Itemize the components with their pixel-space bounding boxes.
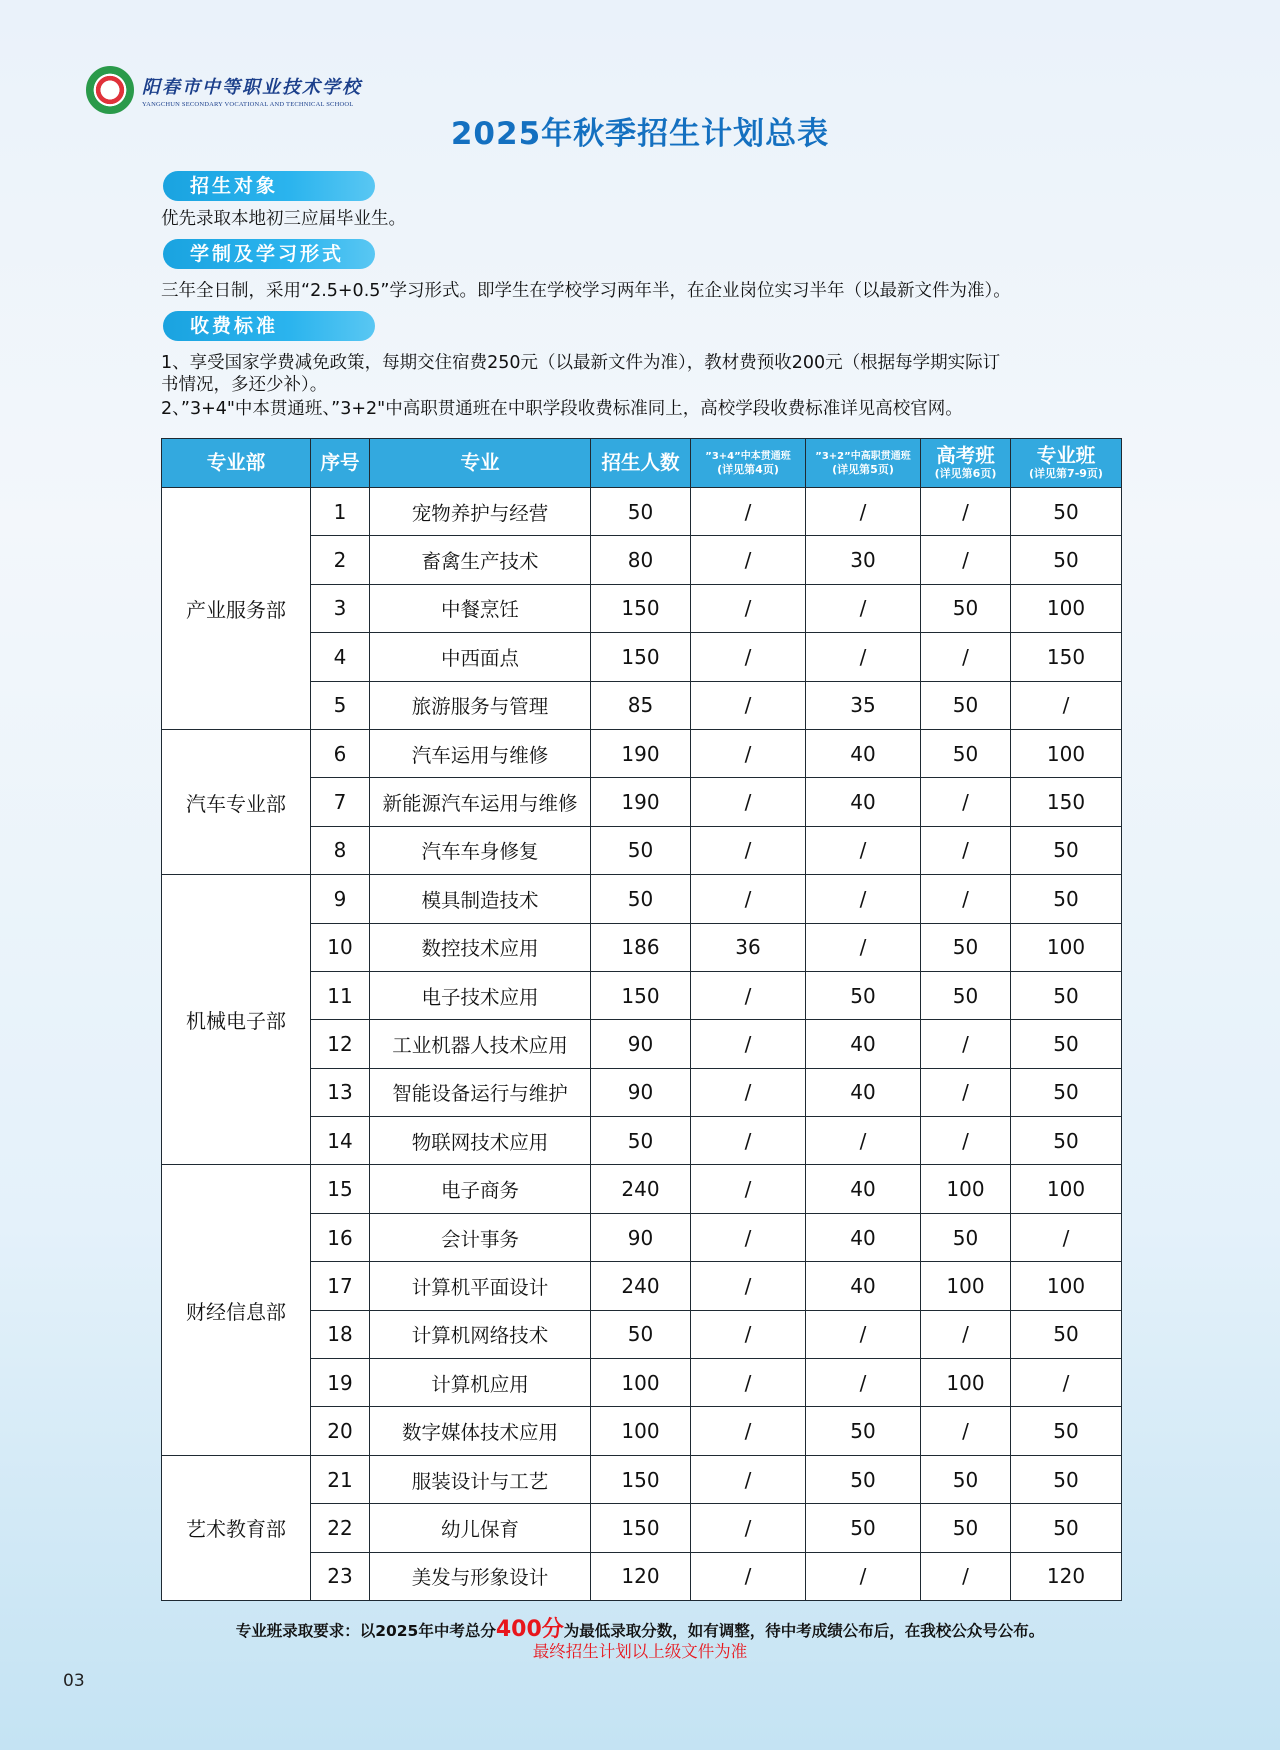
cell-no: 21 <box>311 1455 370 1503</box>
cell-gaokao: / <box>921 1552 1011 1600</box>
enrollment-plan-table <box>161 438 1122 1601</box>
cell-total: 90 <box>591 1020 691 1068</box>
cell-no: 18 <box>311 1310 370 1358</box>
page-title: 2025年秋季招生计划总表 <box>450 116 830 152</box>
cell-special: 50 <box>1011 1117 1122 1165</box>
cell-total: 150 <box>591 1455 691 1503</box>
cell-major: 宠物养护与经营 <box>370 488 591 536</box>
final-note: 最终招生计划以上级文件为准 <box>532 1642 748 1661</box>
cell-c34: / <box>691 584 806 632</box>
cell-gaokao: 50 <box>921 729 1011 777</box>
fees-line-1: 1、享受国家学费减免政策，每期交住宿费250元（以最新文件为准），教材费预收200元（根据每学期实际订 <box>161 353 1001 373</box>
department-cell: 产业服务部 <box>162 488 311 730</box>
cell-special: 100 <box>1011 1165 1122 1213</box>
cell-c34: / <box>691 536 806 584</box>
cell-c32: 50 <box>806 1455 921 1503</box>
cell-special: 50 <box>1011 1310 1122 1358</box>
cell-gaokao: 50 <box>921 1213 1011 1261</box>
cell-c34: / <box>691 1262 806 1310</box>
cell-special: / <box>1011 681 1122 729</box>
cell-total: 240 <box>591 1262 691 1310</box>
cell-major: 计算机平面设计 <box>370 1262 591 1310</box>
cell-gaokao: 50 <box>921 1504 1011 1552</box>
header-total: 招生人数 <box>591 439 691 488</box>
cell-gaokao: / <box>921 1310 1011 1358</box>
fees-line-1b: 书情况，多还少补）。 <box>161 375 328 395</box>
cell-c34: 36 <box>691 923 806 971</box>
cell-gaokao: / <box>921 1068 1011 1116</box>
cell-major: 汽车车身修复 <box>370 826 591 874</box>
cell-special: 50 <box>1011 826 1122 874</box>
cell-major: 美发与形象设计 <box>370 1552 591 1600</box>
section-heading-target: 招生对象 <box>163 171 375 201</box>
cell-major: 数控技术应用 <box>370 923 591 971</box>
cell-total: 190 <box>591 729 691 777</box>
cell-no: 17 <box>311 1262 370 1310</box>
page-number: 03 <box>63 1671 85 1691</box>
cell-gaokao: / <box>921 778 1011 826</box>
cell-total: 120 <box>591 1552 691 1600</box>
cell-no: 1 <box>311 488 370 536</box>
cell-special: 50 <box>1011 971 1122 1019</box>
cell-no: 14 <box>311 1117 370 1165</box>
header-dept: 专业部 <box>162 439 311 488</box>
cell-special: 100 <box>1011 923 1122 971</box>
cell-no: 10 <box>311 923 370 971</box>
cell-no: 12 <box>311 1020 370 1068</box>
cell-no: 13 <box>311 1068 370 1116</box>
cell-total: 90 <box>591 1213 691 1261</box>
table-row <box>162 1455 1122 1503</box>
cell-total: 150 <box>591 633 691 681</box>
cell-gaokao: / <box>921 1407 1011 1455</box>
requirement-prefix: 专业班录取要求：以2025年中考总分 <box>235 1622 496 1640</box>
cell-c34: / <box>691 1552 806 1600</box>
cell-gaokao: / <box>921 1117 1011 1165</box>
table-row <box>162 1165 1122 1213</box>
cell-gaokao: 50 <box>921 584 1011 632</box>
cell-no: 16 <box>311 1213 370 1261</box>
cell-c34: / <box>691 971 806 1019</box>
cell-major: 中西面点 <box>370 633 591 681</box>
cell-major: 幼儿保育 <box>370 1504 591 1552</box>
cell-major: 会计事务 <box>370 1213 591 1261</box>
cell-total: 50 <box>591 826 691 874</box>
cell-c34: / <box>691 1359 806 1407</box>
cell-major: 畜禽生产技术 <box>370 536 591 584</box>
cell-major: 服装设计与工艺 <box>370 1455 591 1503</box>
cell-gaokao: / <box>921 633 1011 681</box>
cell-special: 120 <box>1011 1552 1122 1600</box>
cell-no: 7 <box>311 778 370 826</box>
cell-gaokao: / <box>921 1020 1011 1068</box>
system-text: 三年全日制，采用“2.5+0.5”学习形式。即学生在学校学习两年半，在企业岗位实习半年（以最新文件为准）。 <box>161 281 1011 301</box>
table-row <box>162 875 1122 923</box>
cell-special: 50 <box>1011 536 1122 584</box>
cell-c34: / <box>691 875 806 923</box>
cell-no: 4 <box>311 633 370 681</box>
table-row <box>162 488 1122 536</box>
cell-gaokao: 50 <box>921 971 1011 1019</box>
header-3plus2: ”3+2”中高职贯通班 (详见第5页) <box>806 439 921 488</box>
cell-c34: / <box>691 1213 806 1261</box>
cell-gaokao: / <box>921 826 1011 874</box>
cell-total: 90 <box>591 1068 691 1116</box>
cell-total: 50 <box>591 1117 691 1165</box>
cell-major: 模具制造技术 <box>370 875 591 923</box>
cell-c32: / <box>806 923 921 971</box>
department-cell: 汽车专业部 <box>162 729 311 874</box>
cell-c32: 40 <box>806 1262 921 1310</box>
cell-c32: / <box>806 875 921 923</box>
cell-c32: / <box>806 826 921 874</box>
requirement-suffix: 为最低录取分数，如有调整，待中考成绩公布后，在我校公众号公布。 <box>563 1622 1045 1640</box>
cell-gaokao: 100 <box>921 1165 1011 1213</box>
cell-total: 50 <box>591 1310 691 1358</box>
cell-total: 190 <box>591 778 691 826</box>
cell-special: 100 <box>1011 729 1122 777</box>
cell-c34: / <box>691 826 806 874</box>
target-text: 优先录取本地初三应届毕业生。 <box>161 209 406 229</box>
cell-gaokao: / <box>921 875 1011 923</box>
cell-c34: / <box>691 1165 806 1213</box>
cell-special: 50 <box>1011 1020 1122 1068</box>
cell-c32: / <box>806 1359 921 1407</box>
cell-total: 150 <box>591 1504 691 1552</box>
cell-c32: 40 <box>806 1213 921 1261</box>
cell-c34: / <box>691 1117 806 1165</box>
cell-major: 电子技术应用 <box>370 971 591 1019</box>
cell-special: 50 <box>1011 1407 1122 1455</box>
cell-special: / <box>1011 1213 1122 1261</box>
cell-c32: / <box>806 584 921 632</box>
cell-major: 中餐烹饪 <box>370 584 591 632</box>
cell-total: 50 <box>591 488 691 536</box>
cell-c32: / <box>806 1310 921 1358</box>
cell-no: 6 <box>311 729 370 777</box>
table-header-row <box>162 439 1122 488</box>
school-name-cn: 阳春市中等职业技术学校 <box>142 76 362 98</box>
cell-special: 150 <box>1011 778 1122 826</box>
cell-total: 240 <box>591 1165 691 1213</box>
cell-gaokao: 50 <box>921 1455 1011 1503</box>
school-emblem-icon <box>86 66 134 114</box>
cell-no: 3 <box>311 584 370 632</box>
department-cell: 财经信息部 <box>162 1165 311 1455</box>
cell-special: 50 <box>1011 1455 1122 1503</box>
cell-c32: 40 <box>806 1068 921 1116</box>
section-heading-system: 学制及学习形式 <box>163 239 375 269</box>
cell-c32: 50 <box>806 971 921 1019</box>
table-row <box>162 729 1122 777</box>
cell-special: / <box>1011 1359 1122 1407</box>
cell-major: 计算机网络技术 <box>370 1310 591 1358</box>
school-logo <box>86 66 362 114</box>
cell-no: 20 <box>311 1407 370 1455</box>
cell-major: 电子商务 <box>370 1165 591 1213</box>
cell-c32: 35 <box>806 681 921 729</box>
header-gaokao: 高考班 (详见第6页) <box>921 439 1011 488</box>
cell-c34: / <box>691 1310 806 1358</box>
cell-gaokao: 50 <box>921 681 1011 729</box>
cell-c32: 50 <box>806 1407 921 1455</box>
cell-gaokao: 100 <box>921 1262 1011 1310</box>
cell-c32: 50 <box>806 1504 921 1552</box>
cell-total: 150 <box>591 971 691 1019</box>
cell-special: 50 <box>1011 875 1122 923</box>
cell-c34: / <box>691 633 806 681</box>
cell-special: 150 <box>1011 633 1122 681</box>
department-cell: 机械电子部 <box>162 875 311 1165</box>
fees-line-2: 2、”3+4"中本贯通班、”3+2"中高职贯通班在中职学段收费标准同上，高校学段收费标准详见高校官网。 <box>161 399 963 419</box>
cell-gaokao: / <box>921 536 1011 584</box>
cell-gaokao: 50 <box>921 923 1011 971</box>
header-major: 专业 <box>370 439 591 488</box>
cell-c32: 40 <box>806 1165 921 1213</box>
cell-special: 50 <box>1011 1504 1122 1552</box>
cell-no: 2 <box>311 536 370 584</box>
cell-no: 19 <box>311 1359 370 1407</box>
cell-no: 23 <box>311 1552 370 1600</box>
section-heading-fees: 收费标准 <box>163 311 375 341</box>
cell-c34: / <box>691 1504 806 1552</box>
cell-c32: 40 <box>806 729 921 777</box>
cell-major: 计算机应用 <box>370 1359 591 1407</box>
cell-major: 工业机器人技术应用 <box>370 1020 591 1068</box>
cell-no: 9 <box>311 875 370 923</box>
cell-c34: / <box>691 488 806 536</box>
cell-major: 智能设备运行与维护 <box>370 1068 591 1116</box>
cell-c32: / <box>806 488 921 536</box>
cell-total: 150 <box>591 584 691 632</box>
cell-c32: / <box>806 1117 921 1165</box>
cell-c32: / <box>806 1552 921 1600</box>
cell-total: 80 <box>591 536 691 584</box>
cell-gaokao: 100 <box>921 1359 1011 1407</box>
cell-major: 物联网技术应用 <box>370 1117 591 1165</box>
cell-total: 85 <box>591 681 691 729</box>
cell-special: 100 <box>1011 584 1122 632</box>
cell-c34: / <box>691 1020 806 1068</box>
header-no: 序号 <box>311 439 370 488</box>
cell-special: 50 <box>1011 488 1122 536</box>
cell-major: 汽车运用与维修 <box>370 729 591 777</box>
cell-c32: 40 <box>806 778 921 826</box>
cell-c34: / <box>691 778 806 826</box>
cell-major: 新能源汽车运用与维修 <box>370 778 591 826</box>
cell-special: 50 <box>1011 1068 1122 1116</box>
cell-c32: 30 <box>806 536 921 584</box>
cell-no: 11 <box>311 971 370 1019</box>
header-3plus4: ”3+4”中本贯通班 (详见第4页) <box>691 439 806 488</box>
cell-no: 22 <box>311 1504 370 1552</box>
requirement-score: 400分 <box>495 1617 564 1642</box>
cell-c34: / <box>691 1068 806 1116</box>
cell-total: 100 <box>591 1407 691 1455</box>
cell-c32: / <box>806 633 921 681</box>
cell-gaokao: / <box>921 488 1011 536</box>
cell-c34: / <box>691 681 806 729</box>
cell-no: 8 <box>311 826 370 874</box>
cell-c34: / <box>691 1407 806 1455</box>
cell-total: 100 <box>591 1359 691 1407</box>
cell-major: 数字媒体技术应用 <box>370 1407 591 1455</box>
cell-c34: / <box>691 1455 806 1503</box>
cell-major: 旅游服务与管理 <box>370 681 591 729</box>
cell-no: 15 <box>311 1165 370 1213</box>
cell-c34: / <box>691 729 806 777</box>
cell-c32: 40 <box>806 1020 921 1068</box>
school-name-en: YANGCHUN SECONDARY VOCATIONAL AND TECHNICAL SCHOOL <box>142 100 354 108</box>
department-cell: 艺术教育部 <box>162 1455 311 1600</box>
cell-total: 50 <box>591 875 691 923</box>
cell-no: 5 <box>311 681 370 729</box>
cell-total: 186 <box>591 923 691 971</box>
header-special: 专业班 (详见第7-9页) <box>1011 439 1122 488</box>
cell-special: 100 <box>1011 1262 1122 1310</box>
